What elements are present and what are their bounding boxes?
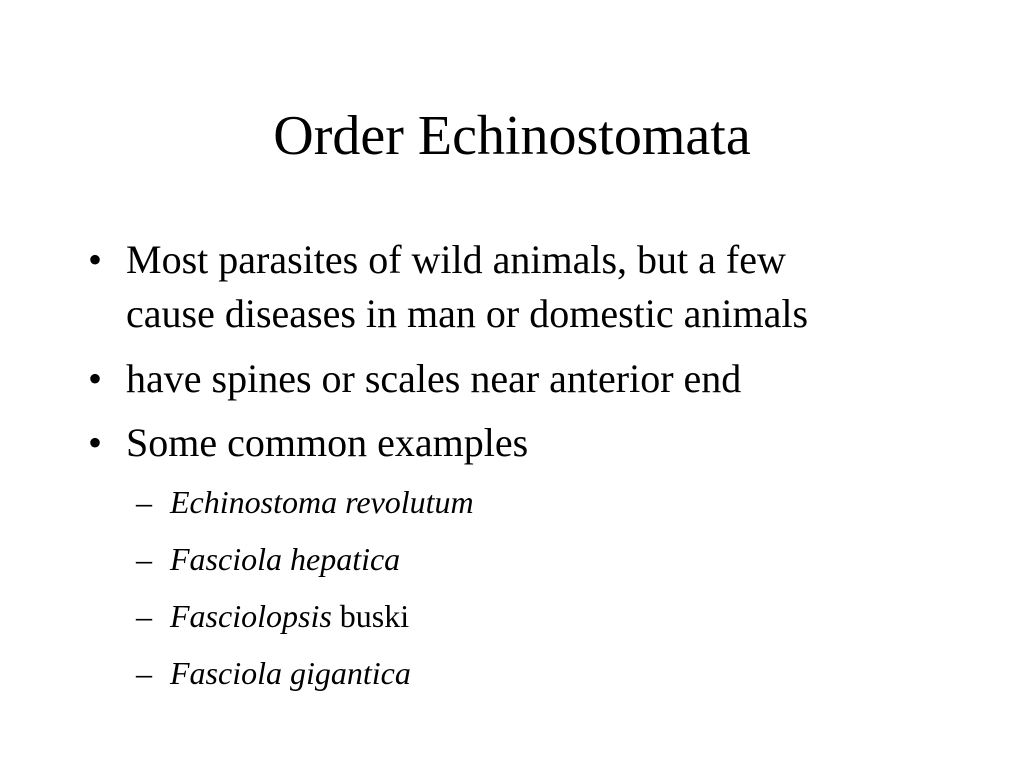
bullet-marker: • bbox=[88, 237, 103, 282]
bullet-text: cause diseases in man or domestic animals bbox=[126, 291, 809, 336]
species-name: Echinostoma revolutum bbox=[170, 484, 474, 520]
example-text bbox=[170, 539, 400, 579]
example-text bbox=[170, 482, 474, 522]
sub-bullet-marker: – bbox=[136, 541, 152, 577]
bullet-text: Most parasites of wild animals, but a few bbox=[126, 237, 786, 282]
species-suffix: buski bbox=[331, 598, 410, 634]
species-name: Fasciola gigantica bbox=[170, 655, 411, 691]
bullet-marker: • bbox=[88, 420, 103, 465]
species-name: Fasciola hepatica bbox=[170, 541, 401, 577]
bullet-marker: • bbox=[88, 356, 103, 401]
species-name: Fasciolopsis bbox=[170, 598, 332, 634]
sub-bullet-marker: – bbox=[136, 655, 152, 691]
slide-title: Order Echinostomata bbox=[273, 105, 751, 167]
bullet-text: have spines or scales near anterior end bbox=[126, 356, 742, 401]
bullet-text: Some common examples bbox=[126, 420, 529, 465]
sub-bullet-marker: – bbox=[136, 484, 152, 520]
sub-bullet-marker: – bbox=[136, 598, 152, 634]
example-text bbox=[170, 596, 409, 636]
example-text bbox=[170, 653, 411, 693]
